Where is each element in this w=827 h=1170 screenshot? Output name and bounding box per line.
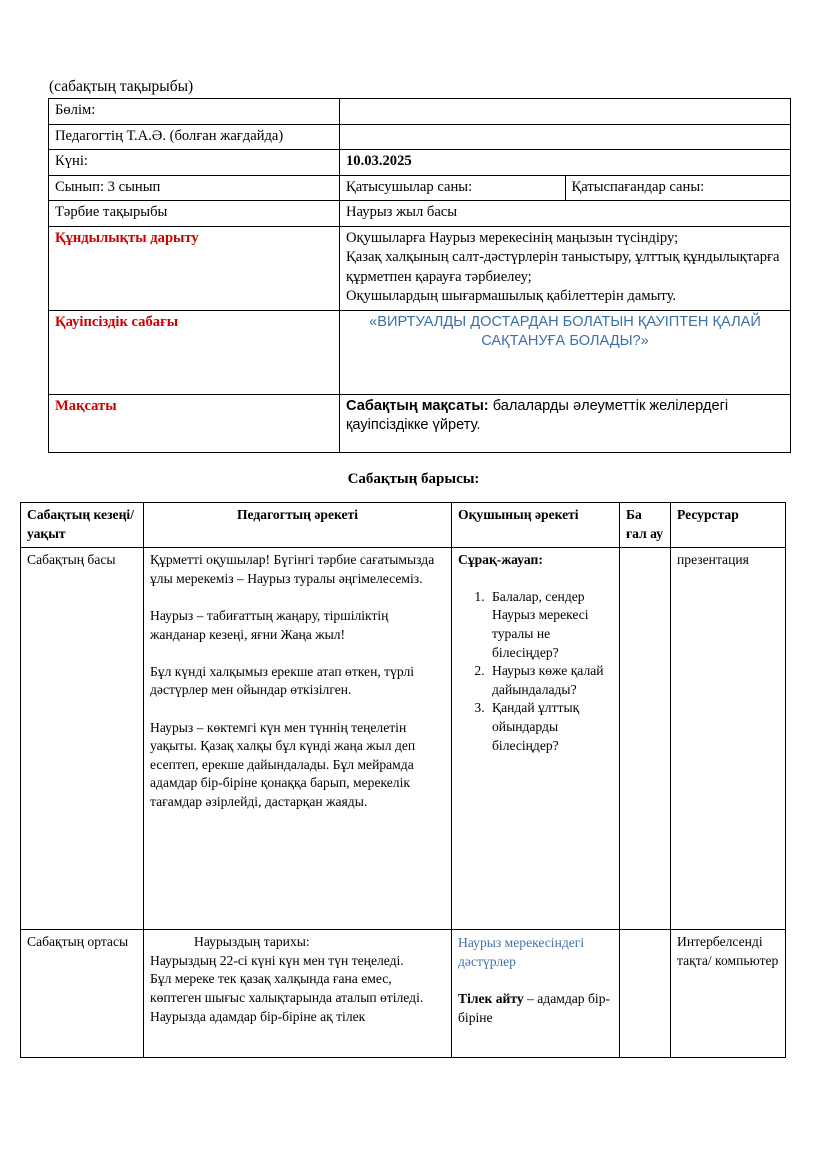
- header-value-upbringing-topic: Наурыз жыл басы: [340, 201, 791, 227]
- list-item: 3. Қандай ұлттық ойындарды білесіңдер?: [488, 699, 613, 755]
- header-label-safety-lesson: Қауіпсіздік сабағы: [49, 310, 340, 394]
- student-bullet-label: Тілек айту: [458, 991, 524, 1007]
- cell-student-action-middle: [452, 930, 620, 1058]
- student-bullet-item: [458, 990, 613, 1027]
- goal-lead: Сабақтың мақсаты:: [346, 397, 489, 414]
- table-row: [49, 310, 791, 394]
- cell-stage-middle: Сабақтың ортасы: [21, 930, 144, 1058]
- teacher-line: Наурыздың 22-сі күні күн мен түн теңеледі.: [150, 952, 404, 968]
- table-row: [49, 394, 791, 452]
- cell-resources-start: презентация: [671, 548, 786, 930]
- cell-assessment-start[interactable]: [620, 548, 671, 930]
- goal-text: балаларды әлеуметтік желілердегі қауіпсіздікке үйрету.: [346, 397, 729, 433]
- header-label-absentees: Қатыспағандар саны:: [565, 175, 791, 201]
- values-line-3: Оқушылардың шығармашылық қабілеттерін дамыту.: [346, 288, 677, 304]
- header-value-teacher-name[interactable]: [340, 124, 791, 150]
- lesson-flow-table: [20, 502, 786, 1058]
- table-row: [49, 124, 791, 150]
- header-label-goal: Мақсаты: [49, 394, 340, 452]
- header-value-date[interactable]: 10.03.2025: [340, 150, 791, 176]
- header-label-class: Сынып: 3 сынып: [49, 175, 340, 201]
- table-row: [49, 99, 791, 125]
- column-header-resources: Ресурстар: [671, 503, 786, 548]
- header-value-safety-lesson-title: «ВИРТУАЛДЫ ДОСТАРДАН БОЛАТЫН ҚАУІПТЕН ҚАЛАЙ САҚТАНУҒА БОЛАДЫ?»: [340, 310, 791, 394]
- student-bullet-text: – адамдар бір-біріне: [458, 991, 611, 1025]
- student-question-list: [458, 588, 613, 755]
- cell-teacher-action-start: [144, 548, 452, 930]
- header-value-values: [340, 226, 791, 310]
- column-header-stage: Сабақтың кезеңі/ уақыт: [21, 503, 144, 548]
- teacher-subheading: Наурыздың тарихы:: [194, 934, 310, 950]
- cell-resources-middle: Интербелсенді тақта/ компьютер: [671, 930, 786, 1058]
- table-row: [21, 930, 786, 1058]
- lesson-topic-caption: (сабақтың тақырыбы): [49, 78, 194, 95]
- column-header-student-action: Оқушының әрекеті: [452, 503, 620, 548]
- cell-teacher-action-middle: [144, 930, 452, 1058]
- teacher-line: Наурызда адамдар бір-біріне ақ тілек: [150, 1008, 366, 1024]
- values-line-1: Оқушыларға Наурыз мерекесінің маңызын түсіндіру;: [346, 229, 679, 246]
- header-value-section[interactable]: [340, 99, 791, 125]
- teacher-paragraph: Наурыз – табиғаттың жаңару, тіршіліктің жанданар кезеңі, яғни Жаңа жыл!: [150, 607, 389, 642]
- column-header-teacher-action: Педагогтың әрекеті: [144, 503, 452, 548]
- table-header-row: [21, 503, 786, 548]
- header-label-upbringing-topic: Тәрбие тақырыбы: [49, 201, 340, 227]
- lesson-flow-caption: Сабақтың барысы:: [347, 471, 480, 487]
- header-label-section: Бөлім:: [49, 99, 340, 125]
- student-resource-link[interactable]: Наурыз мерекесіндегі дәстүрлер: [458, 935, 585, 970]
- table-row: [21, 548, 786, 930]
- header-label-date: Күні:: [49, 150, 340, 176]
- values-line-2: Қазақ халқының салт-дәстүрлерін таныстыру, ұлттық құндылықтарға құрметпен қарауға тәрбиелеу;: [346, 249, 780, 285]
- lesson-header-table: [48, 98, 791, 453]
- table-row: [49, 226, 791, 310]
- teacher-paragraph: Бұл күнді халқымыз ерекше атап өткен, түрлі дәстүрлер мен ойындар өткізілген.: [150, 663, 415, 698]
- teacher-line: Бұл мереке тек қазақ халқында ғана емес, көптеген шығыс халықтарында аталып өтіледі.: [150, 971, 424, 1005]
- cell-stage-start: Сабақтың басы: [21, 548, 144, 930]
- table-row: [49, 175, 791, 201]
- table-row: [49, 201, 791, 227]
- header-label-teacher-name: Педагогтің Т.А.Ә. (болған жағдайда): [49, 124, 340, 150]
- teacher-paragraph: Наурыз – көктемгі күн мен түннің теңелетін уақыты. Қазақ халқы бұл күнді жаңа жыл деп есептеп, ерекше дайындалады. Бұл мейрамда адамдар бір-біріне қонаққа барып, мерекелік тағамдар әзірлейді, дастарқан жаяды.: [150, 719, 416, 809]
- cell-assessment-middle[interactable]: [620, 930, 671, 1058]
- table-row: [49, 150, 791, 176]
- list-item: 1. Балалар, сендер Наурыз мерекесі туралы не білесіңдер?: [488, 588, 613, 662]
- header-label-attendees: Қатысушылар саны:: [340, 175, 566, 201]
- list-item: 2. Наурыз көже қалай дайындалады?: [488, 662, 613, 699]
- student-heading: Сұрақ-жауап:: [458, 552, 543, 568]
- header-value-goal: [340, 394, 791, 452]
- cell-student-action-start: [452, 548, 620, 930]
- header-label-values: Құндылықты дарыту: [49, 226, 340, 310]
- column-header-assessment: Ба ғал ау: [620, 503, 671, 548]
- teacher-paragraph: Құрметті оқушылар! Бүгінгі тәрбие сағатымызда ұлы мерекеміз – Наурыз туралы әңгімелесеміз.: [150, 552, 435, 586]
